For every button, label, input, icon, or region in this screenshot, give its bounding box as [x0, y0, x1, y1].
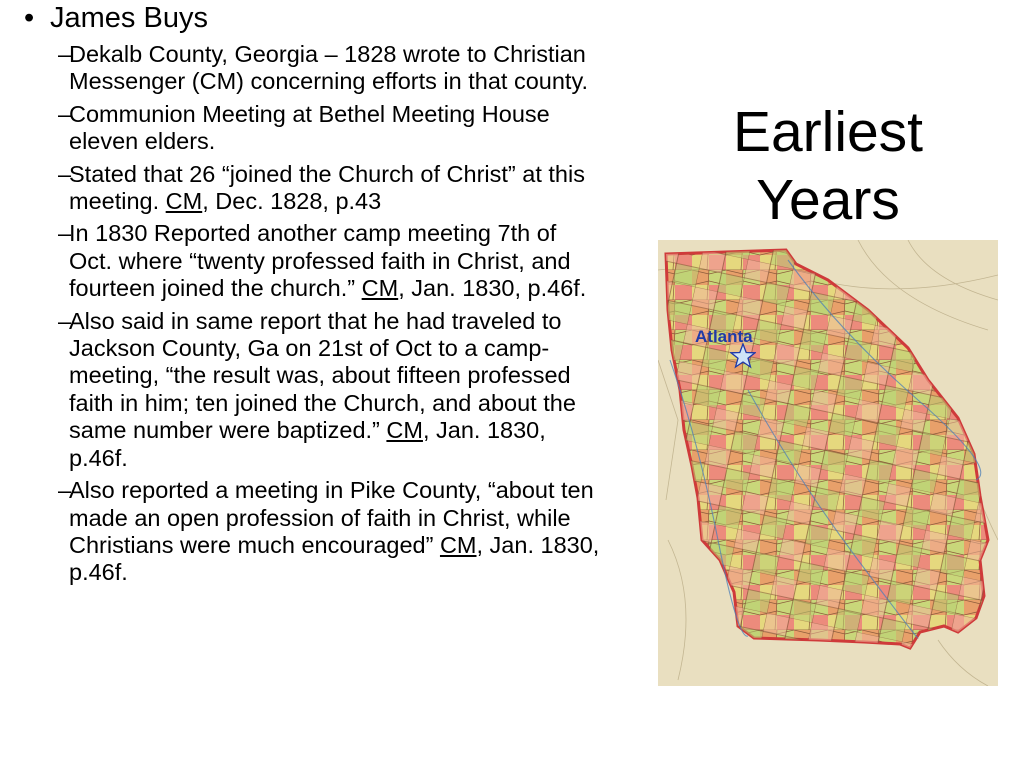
dash-icon: – — [58, 160, 72, 187]
slide-title-line: Earliest — [732, 100, 924, 164]
atlanta-label: Atlanta — [695, 327, 753, 346]
sub-bullet-text: Stated that 26 “joined the Church of Christ” at this meeting. CM, Dec. 1828, p.43 — [69, 160, 585, 215]
sub-bullet — [24, 41, 630, 96]
georgia-county-map — [658, 240, 998, 686]
dash-icon: – — [58, 100, 72, 127]
sub-bullet — [24, 101, 630, 156]
sub-bullet-text: In 1830 Reported another camp meeting 7th of Oct. where “twenty professed faith in Christ, and fourteen joined the church.” CM, Jan. 1830, p.46f. — [69, 220, 587, 302]
sub-bullet — [24, 477, 630, 587]
sub-bullet-list — [24, 41, 630, 587]
slide-title — [658, 98, 998, 234]
slide-body — [24, 2, 630, 592]
main-bullet — [24, 2, 630, 35]
sub-bullet-text: Dekalb County, Georgia – 1828 wrote to Christian Messenger (CM) concerning efforts in that county. — [69, 41, 588, 95]
cm-citation-link[interactable]: CM — [439, 531, 477, 558]
dash-icon: – — [58, 477, 72, 504]
sub-bullet-text: Communion Meeting at Bethel Meeting House eleven elders. — [69, 100, 550, 155]
sub-bullet — [24, 220, 630, 302]
sub-bullet-text: Also said in same report that he had traveled to Jackson County, Ga on 21st of Oct to a camp-meeting, “the result was, about fifteen professed faith in him; ten joined the Church, and about the same number were baptized.” CM, Jan. 1830, p.46f. — [69, 307, 576, 471]
star-icon — [730, 343, 756, 369]
dash-icon: – — [58, 41, 72, 67]
dash-icon: – — [58, 307, 72, 334]
georgia-map-image — [658, 240, 998, 686]
bullet-dot-icon: • — [24, 2, 35, 34]
sub-bullet — [24, 161, 630, 216]
cm-citation-link[interactable]: CM — [386, 417, 423, 444]
main-bullet-text: James Buys — [50, 2, 208, 34]
slide-title-line: Years — [756, 168, 900, 232]
dash-icon: – — [58, 220, 72, 247]
sub-bullet — [24, 308, 630, 472]
cm-citation-link[interactable]: CM — [361, 275, 399, 302]
sub-bullet-text: Also reported a meeting in Pike County, “about ten made an open profession of faith in Christ, while Christians were much encouraged” CM, Jan. 1830, p.46f. — [69, 477, 600, 586]
cm-citation-link[interactable]: CM — [165, 188, 203, 215]
